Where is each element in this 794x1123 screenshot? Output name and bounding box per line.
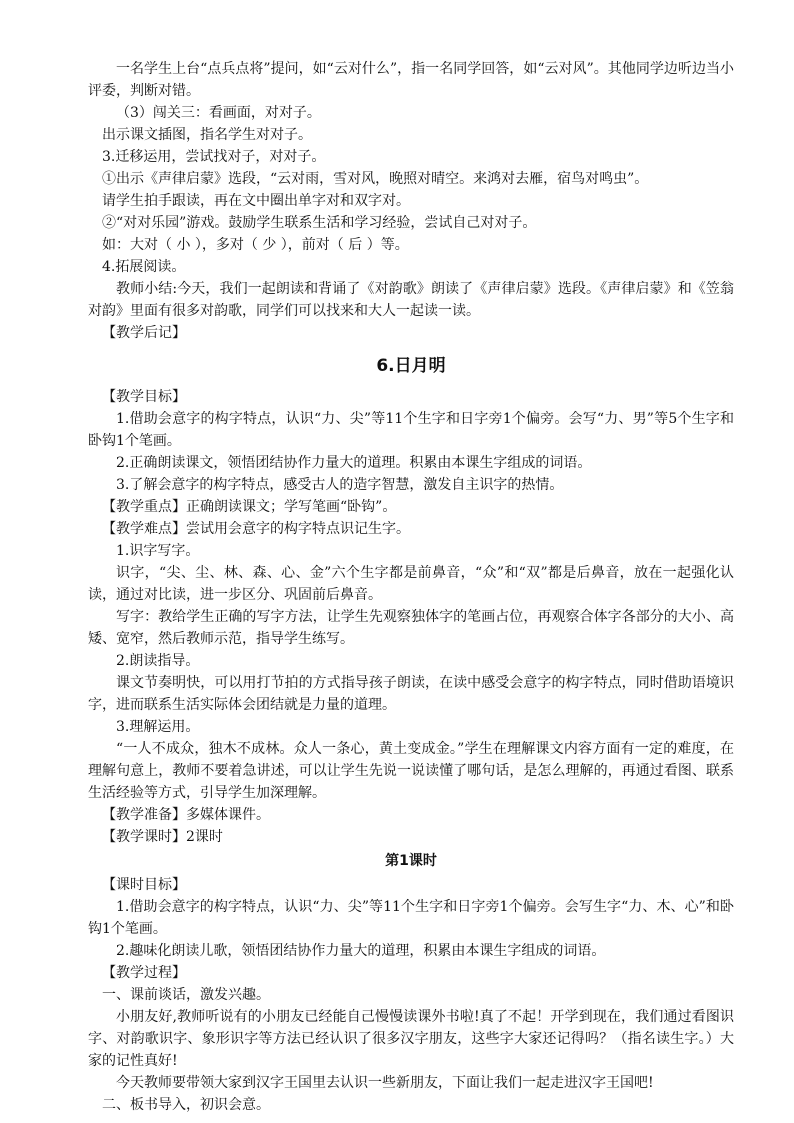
paragraph: 3.迁移运用，尝试找对子，对对子。	[102, 149, 326, 165]
paragraph: 3.理解运用。	[116, 719, 200, 735]
paragraph: 【教学重点】正确朗读课文；学写笔画“卧钩”。	[102, 499, 397, 515]
section-heading: 【教学目标】	[102, 389, 186, 405]
section-heading: 【课时目标】	[102, 877, 186, 893]
paragraph: 今天教师要带领大家到汉字王国里去认识一些新朋友，下面让我们一起走进汉字王国吧!	[116, 1075, 654, 1091]
paragraph: 课文节奏明快，可以用打节拍的方式指导孩子朗读，在读中感受会意字的构字特点，同时借助语境识字，进而联系生活实际体会团结就是力量的道理。	[88, 675, 734, 713]
paragraph: ②“对对乐园”游戏。鼓励学生联系生活和学习经验，尝试自己对对子。	[102, 215, 537, 231]
paragraph: 3.了解会意字的构字特点，感受古人的造字智慧，激发自主识字的热情。	[116, 477, 564, 493]
paragraph: 2.朗读指导。	[116, 653, 200, 669]
paragraph: 一名学生上台“点兵点将”提问，如“云对什么”，指一名同学回答，如“云对风”。其他同学边听边当小评委，判断对错。	[88, 61, 734, 99]
paragraph: 教师小结:今天，我们一起朗读和背诵了《对韵歌》朗读了《声律启蒙》选段。《声律启蒙》和《笠翁对韵》里面有很多对韵歌，同学们可以找来和大人一起读一读。	[88, 281, 734, 319]
paragraph: 1.借助会意字的构字特点，认识“力、尖”等11个生字和日字旁1个偏旁。会写“力、男”等5个生字和卧钩1个笔画。	[88, 411, 734, 449]
paragraph: 【教学准备】多媒体课件。	[102, 807, 270, 823]
paragraph: 2.趣味化朗读儿歌，领悟团结协作力量大的道理，积累由本课生字组成的词语。	[116, 943, 606, 959]
paragraph: 二、板书导入，初识会意。	[102, 1097, 270, 1113]
paragraph: 【教学难点】尝试用会意字的构字特点识记生字。	[102, 521, 410, 537]
lesson-title: 6.日月明	[376, 356, 446, 376]
paragraph: 如：大对（ 小 ），多对（ 少 ），前对（ 后 ）等。	[102, 237, 409, 253]
paragraph: “一人不成众，独木不成林。众人一条心，黄土变成金。”学生在理解课文内容方面有一定的难度，在理解句意上，教师不要着急讲述，可以让学生先说一说读懂了哪句话，是怎么理解的，再通过看图、联系生活经验等方式，引导学生加深理解。	[88, 741, 734, 801]
paragraph: ①出示《声律启蒙》选段，“云对雨，雪对风，晚照对晴空。来鸿对去雁，宿鸟对鸣虫”。	[102, 171, 649, 187]
paragraph: 出示课文插图，指名学生对对子。	[102, 127, 312, 143]
paragraph: 1.识字写字。	[116, 543, 200, 559]
paragraph: 1.借助会意字的构字特点，认识“力、尖”等11个生字和日字旁1个偏旁。会写生字“力、木、心”和卧钩1个笔画。	[88, 899, 734, 937]
paragraph: 识字，“尖、尘、林、森、心、金”六个生字都是前鼻音，“众”和“双”都是后鼻音，放在一起强化认读，通过对比读，进一步区分、巩固前后鼻音。	[88, 565, 734, 603]
section-heading: 【教学后记】	[102, 325, 186, 341]
period-title: 第1课时	[385, 853, 437, 869]
section-heading: 【教学过程】	[102, 965, 186, 981]
paragraph: 请学生拍手跟读，再在文中圈出单字对和双字对。	[102, 193, 410, 209]
paragraph: 【教学课时】2课时	[102, 829, 223, 845]
paragraph: 写字：教给学生正确的写字方法，让学生先观察独体字的笔画占位，再观察合体字各部分的大小、高矮、宽窄，然后教师示范，指导学生练写。	[88, 609, 734, 647]
paragraph: 4.拓展阅读。	[102, 259, 186, 275]
paragraph: 一、课前谈话，激发兴趣。	[102, 987, 270, 1003]
paragraph: （3）闯关三：看画面，对对子。	[116, 105, 321, 121]
paragraph: 2.正确朗读课文，领悟团结协作力量大的道理。积累由本课生字组成的词语。	[116, 455, 592, 471]
paragraph: 小朋友好,教师听说有的小朋友已经能自己慢慢读课外书啦!真了不起！开学到现在，我们通过看图识字、对韵歌识字、象形识字等方法已经认识了很多汉字朋友，这些字大家还记得吗？（指名读生字。）大家的记性真好!	[88, 1009, 734, 1069]
